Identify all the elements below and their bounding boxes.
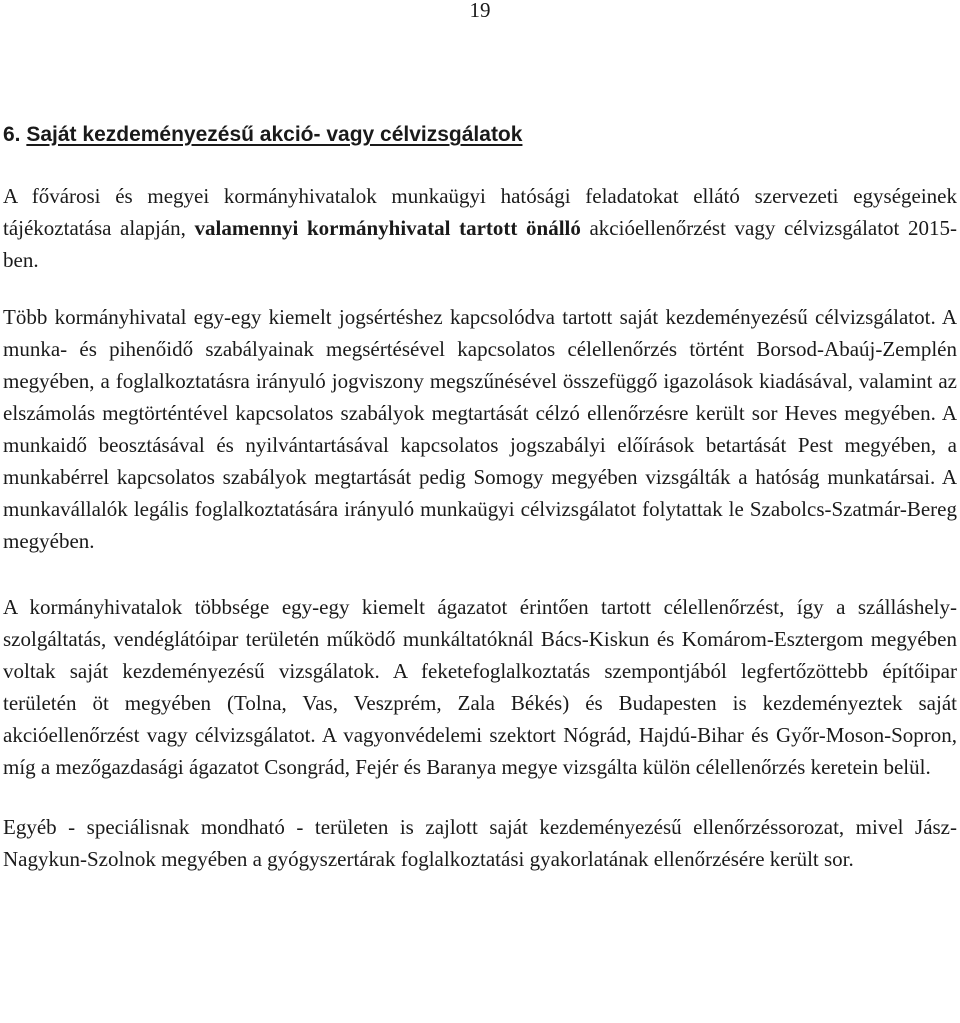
paragraph-1-bold-text: valamennyi kormányhivatal tartott önálló	[194, 216, 581, 240]
page-number: 19	[469, 0, 491, 22]
paragraph-3: A kormányhivatalok többsége egy-egy kiemelt ágazatot érintően tartott célellenőrzést, így a szálláshely-szolgáltatás, vendéglátóipar területén működő munkáltatóknál Bács-Kiskun és Komárom-Esztergom megyében voltak saját kezdeményezésű vizsgálatok. A feketefoglalkoztatás szempontjából legfertőzöttebb építőipar területén öt megyében (Tolna, Vas, Veszprém, Zala Békés) és Budapesten is kezdeményeztek saját akcióellenőrzést vagy célvizsgálatot. A vagyonvédelemi szektort Nógrád, Hajdú-Bihar és Győr-Moson-Sopron, míg a mezőgazdasági ágazatot Csongrád, Fejér és Baranya megye vizsgálta külön célellenőrzés keretein belül.	[3, 595, 957, 779]
section-number: 6.	[3, 123, 21, 146]
document-body	[3, 117, 957, 875]
paragraph-1	[3, 180, 957, 276]
paragraph-4: Egyéb - speciálisnak mondható - területen is zajlott saját kezdeményezésű ellenőrzéssorozat, mivel Jász-Nagykun-Szolnok megyében a gyógyszertárak foglalkoztatási gyakorlatának ellenőrzésére került sor.	[3, 815, 957, 871]
paragraph-1-text-before: A fővárosi és megyei kormányhivatalok munkaügyi hatósági feladatokat ellátó szervezeti egységeinek tájékoztatása alapján,	[3, 184, 957, 240]
section-heading	[3, 117, 957, 153]
paragraph-1-text-after: akcióellenőrzést vagy célvizsgálatot 2015-ben.	[3, 216, 957, 272]
paragraph-2: Több kormányhivatal egy-egy kiemelt jogsértéshez kapcsolódva tartott saját kezdeményezésű célvizsgálatot. A munka- és pihenőidő szabályainak megsértésével kapcsolatos célellenőrzés történt Borsod-Abaúj-Zemplén megyében, a foglalkoztatásra irányuló jogviszony megszűnésével összefüggő igazolások kiadásával, valamint az elszámolás megtörténtével kapcsolatos szabályok megtartását célzó ellenőrzésre került sor Heves megyében. A munkaidő beosztásával és nyilvántartásával kapcsolatos jogszabályi előírások betartását Pest megyében, a munkabérrel kapcsolatos szabályok megtartását pedig Somogy megyében vizsgálták a hatóság munkatársai. A munkavállalók legális foglalkoztatására irányuló munkaügyi célvizsgálatot folytattak le Szabolcs-Szatmár-Bereg megyében.	[3, 305, 957, 553]
section-title: Saját kezdeményezésű akció- vagy célvizsgálatok	[26, 123, 523, 146]
